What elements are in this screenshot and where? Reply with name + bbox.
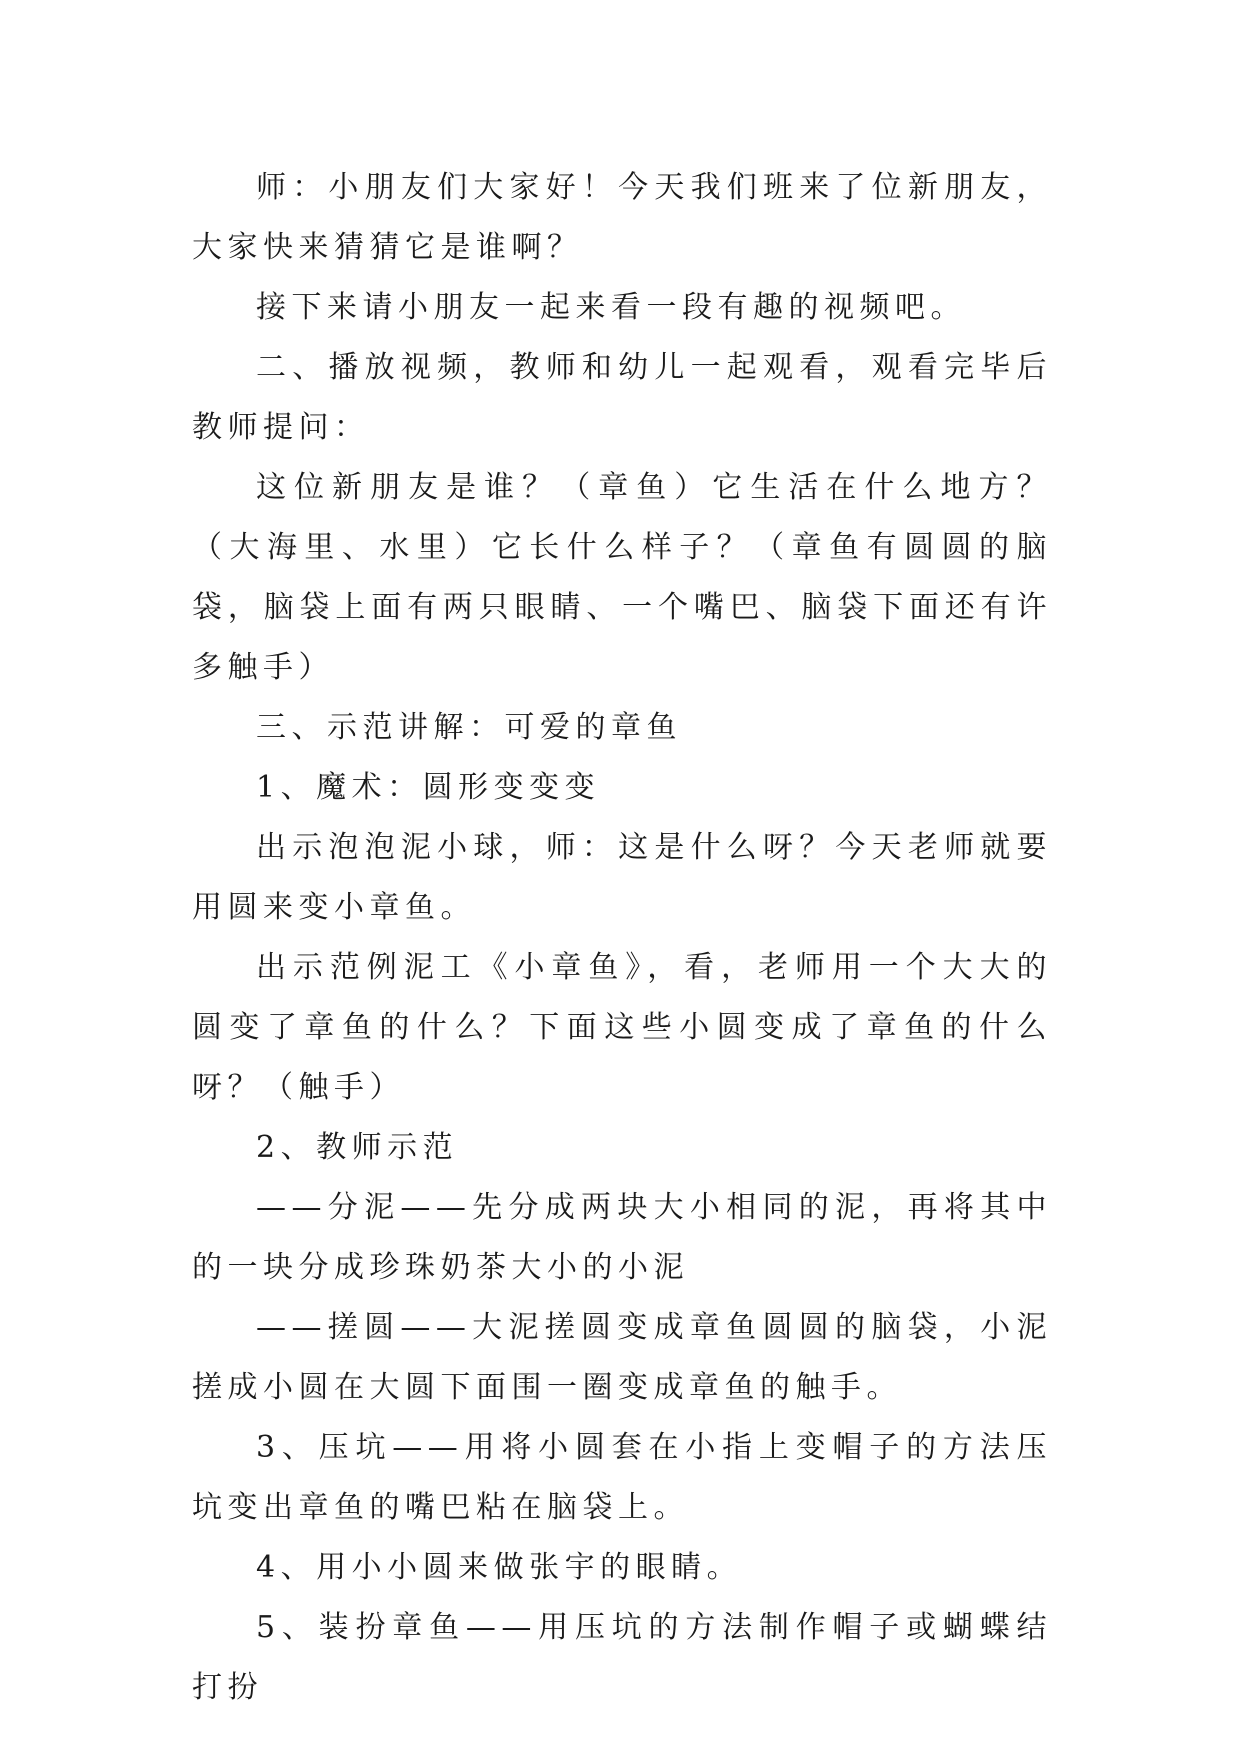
paragraph-questions: 这位新朋友是谁？（章鱼）它生活在什么地方？（大海里、水里）它长什么样子？（章鱼有圆圆的脑袋，脑袋上面有两只眼睛、一个嘴巴、脑袋下面还有许多触手）	[192, 470, 1052, 685]
paragraph-video-intro: 接下来请小朋友一起来看一段有趣的视频吧。	[256, 290, 966, 325]
paragraph-step-decorate: 5、装扮章鱼——用压坑的方法制作帽子或蝴蝶结打扮	[192, 1610, 1052, 1705]
paragraph-step-demo: 2、教师示范	[256, 1130, 459, 1165]
paragraph-step-eyes: 4、用小小圆来做张宇的眼睛。	[256, 1550, 743, 1585]
paragraph-show-ball: 出示泡泡泥小球，师：这是什么呀？今天老师就要用圆来变小章鱼。	[192, 830, 1052, 925]
document-body	[192, 158, 1052, 1718]
paragraph-show-example: 出示范例泥工《小章鱼》，看，老师用一个大大的圆变了章鱼的什么？下面这些小圆变成了章鱼的什么呀？（触手）	[192, 950, 1052, 1105]
paragraph-roll-clay: ——搓圆——大泥搓圆变成章鱼圆圆的脑袋，小泥搓成小圆在大圆下面围一圈变成章鱼的触手。	[192, 1310, 1052, 1405]
paragraph-step-press: 3、压坑——用将小圆套在小指上变帽子的方法压坑变出章鱼的嘴巴粘在脑袋上。	[192, 1430, 1052, 1525]
paragraph-section-two: 二、播放视频，教师和幼儿一起观看，观看完毕后教师提问：	[192, 350, 1052, 445]
paragraph-divide-clay: ——分泥——先分成两块大小相同的泥，再将其中的一块分成珍珠奶茶大小的小泥	[192, 1190, 1052, 1285]
paragraph-greeting: 师：小朋友们大家好！今天我们班来了位新朋友，大家快来猜猜它是谁啊？	[192, 170, 1052, 265]
paragraph-step-magic: 1、魔术：圆形变变变	[256, 770, 601, 805]
paragraph-section-three: 三、示范讲解：可爱的章鱼	[256, 710, 682, 745]
